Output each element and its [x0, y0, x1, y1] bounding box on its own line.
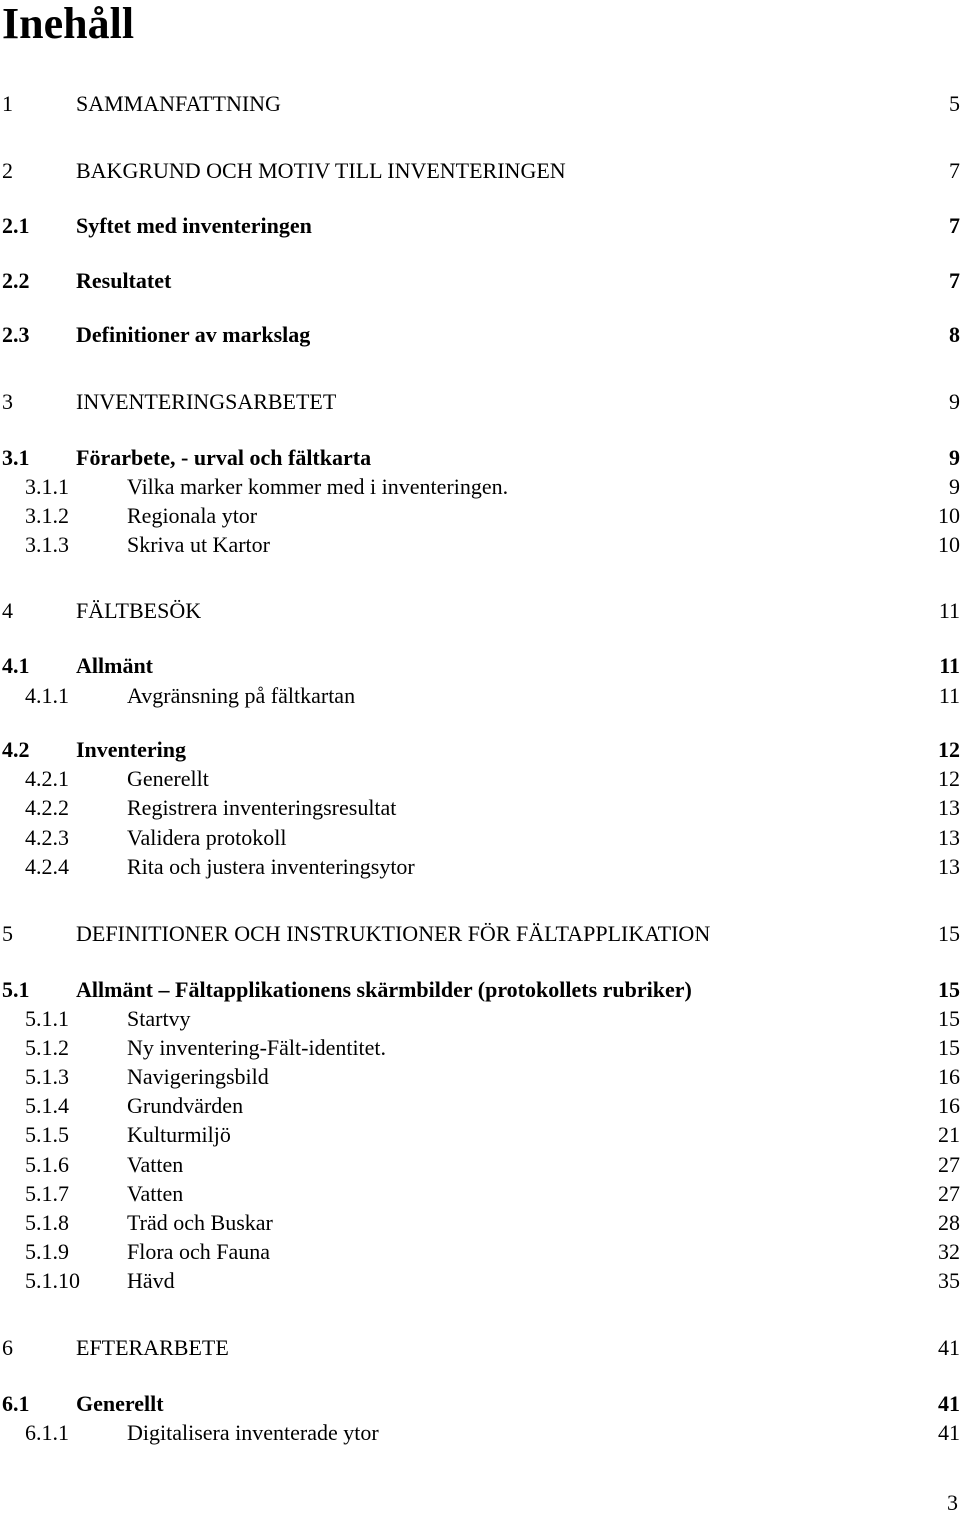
toc-entry-title: SAMMANFATTNING [76, 91, 281, 116]
toc-entry-number: 5.1 [2, 977, 30, 1002]
toc-entry[interactable] [0, 1179, 960, 1209]
toc-entry[interactable] [0, 156, 960, 186]
toc-entry[interactable] [0, 1150, 960, 1180]
toc-entry-title: Träd och Buskar [127, 1210, 273, 1235]
toc-entry-page: 13 [938, 825, 960, 850]
toc-entry[interactable] [0, 764, 960, 794]
toc-entry-title: Validera protokoll [127, 825, 287, 850]
toc-entry-number: 5.1.2 [25, 1035, 69, 1060]
toc-entry[interactable] [0, 681, 960, 711]
toc-entry-number: 6.1 [2, 1391, 30, 1416]
toc-entry-page: 35 [938, 1268, 960, 1293]
toc-entry-title: Rita och justera inventeringsytor [127, 854, 415, 879]
toc-entry-title: Syftet med inventeringen [76, 213, 312, 238]
toc-entry-title: INVENTERINGSARBETET [76, 389, 337, 414]
toc-entry-title: Flora och Fauna [127, 1239, 270, 1264]
toc-entry-page: 16 [938, 1064, 960, 1089]
toc-entry-page: 15 [938, 1035, 960, 1060]
toc-entry-number: 3.1 [2, 445, 30, 470]
toc-entry[interactable] [0, 919, 960, 949]
toc-entry-number: 3.1.3 [25, 532, 69, 557]
toc-entry-page: 9 [949, 389, 960, 414]
toc-entry-number: 4.2.4 [25, 854, 69, 879]
toc-entry-page: 12 [938, 737, 960, 762]
toc-entry[interactable] [0, 501, 960, 531]
toc-entry[interactable] [0, 1062, 960, 1092]
toc-entry-title: Registrera inventeringsresultat [127, 795, 397, 820]
toc-entry-page: 12 [938, 766, 960, 791]
toc-entry-page: 7 [949, 158, 960, 183]
toc-entry-title: Generellt [127, 766, 209, 791]
toc-entry[interactable] [0, 1091, 960, 1121]
toc-entry-page: 27 [938, 1181, 960, 1206]
toc-entry-number: 5.1.1 [25, 1006, 69, 1031]
toc-entry-page: 28 [938, 1210, 960, 1235]
toc-entry[interactable] [0, 472, 960, 502]
toc-entry-page: 11 [938, 598, 960, 623]
toc-entry-number: 5.1.7 [25, 1181, 69, 1206]
toc-entry-page: 7 [949, 268, 960, 293]
toc-entry[interactable] [0, 735, 960, 765]
toc-entry-number: 4 [2, 598, 13, 623]
toc-entry-page: 32 [938, 1239, 960, 1264]
toc-entry[interactable] [0, 793, 960, 823]
toc-entry-number: 2 [2, 158, 13, 183]
toc-entry[interactable] [0, 1389, 960, 1419]
toc-entry-number: 4.2 [2, 737, 30, 762]
toc-entry-title: BAKGRUND OCH MOTIV TILL INVENTERINGEN [76, 158, 566, 183]
toc-entry[interactable] [0, 387, 960, 417]
toc-entry[interactable] [0, 266, 960, 296]
toc-entry-number: 5.1.5 [25, 1122, 69, 1147]
toc-entry-number: 3 [2, 389, 13, 414]
toc-entry-title: FÄLTBESÖK [76, 598, 202, 623]
toc-entry-title: Startvy [127, 1006, 191, 1031]
toc-entry-title: EFTERARBETE [76, 1335, 229, 1360]
toc-entry-page: 13 [938, 854, 960, 879]
toc-entry-page: 21 [938, 1122, 960, 1147]
toc-entry-number: 6.1.1 [25, 1420, 69, 1445]
page-title: Inehåll [2, 0, 135, 48]
toc-entry-number: 5.1.10 [25, 1268, 80, 1293]
toc-entry[interactable] [0, 1266, 960, 1296]
toc-entry-page: 41 [938, 1335, 960, 1360]
toc-entry-number: 4.1 [2, 653, 30, 678]
toc-entry[interactable] [0, 320, 960, 350]
toc-entry-page: 9 [949, 474, 960, 499]
toc-entry[interactable] [0, 89, 960, 119]
toc-entry[interactable] [0, 1120, 960, 1150]
toc-entry-number: 5.1.9 [25, 1239, 69, 1264]
toc-entry-page: 9 [949, 445, 960, 470]
toc-entry[interactable] [0, 443, 960, 473]
toc-entry-title: Vatten [127, 1152, 184, 1177]
toc-entry[interactable] [0, 975, 960, 1005]
toc-entry-title: Förarbete, - urval och fältkarta [76, 445, 372, 470]
toc-entry-number: 2.2 [2, 268, 30, 293]
toc-entry-page: 15 [938, 977, 960, 1002]
toc-entry-page: 41 [938, 1391, 960, 1416]
toc-entry-number: 1 [2, 91, 13, 116]
toc-entry-title: Allmänt – Fältapplikationens skärmbilder (protokollets rubriker) [76, 977, 692, 1002]
toc-entry-page: 10 [938, 532, 960, 557]
toc-entry-number: 4.2.3 [25, 825, 69, 850]
toc-entry-page: 13 [938, 795, 960, 820]
toc-entry-page: 10 [938, 503, 960, 528]
toc-entry[interactable] [0, 1237, 960, 1267]
toc-entry-number: 4.2.2 [25, 795, 69, 820]
toc-entry-number: 2.3 [2, 322, 30, 347]
toc-entry-title: Avgränsning på fältkartan [127, 683, 356, 708]
toc-entry-title: Regionala ytor [127, 503, 258, 528]
toc-entry[interactable] [0, 823, 960, 853]
toc-entry-number: 3.1.1 [25, 474, 69, 499]
toc-entry[interactable] [0, 1033, 960, 1063]
toc-entry[interactable] [0, 596, 960, 626]
toc-entry[interactable] [0, 1333, 960, 1363]
toc-entry[interactable] [0, 651, 960, 681]
toc-entry-title: Vatten [127, 1181, 184, 1206]
toc-entry-page: 16 [938, 1093, 960, 1118]
toc-entry-title: Digitalisera inventerade ytor [127, 1420, 379, 1445]
toc-entry[interactable] [0, 1208, 960, 1238]
toc-entry-title: Resultatet [76, 268, 172, 293]
toc-entry-page: 11 [938, 683, 960, 708]
toc-entry-title: Hävd [127, 1268, 175, 1293]
toc-entry-number: 3.1.2 [25, 503, 69, 528]
toc-entry-number: 2.1 [2, 213, 30, 238]
toc-entry-number: 4.1.1 [25, 683, 69, 708]
toc-entry-title: Allmänt [76, 653, 153, 678]
toc-entry-page: 41 [938, 1420, 960, 1445]
toc-entry-title: Ny inventering-Fält-identitet. [127, 1035, 387, 1060]
toc-entry[interactable] [0, 530, 960, 560]
toc-entry-title: Kulturmiljö [127, 1122, 231, 1147]
toc-entry-number: 6 [2, 1335, 13, 1360]
toc-entry[interactable] [0, 1004, 960, 1034]
toc-entry-title: Skriva ut Kartor [127, 532, 270, 557]
toc-entry-page: 11 [939, 653, 960, 678]
toc-entry-number: 5 [2, 921, 13, 946]
toc-entry-page: 8 [949, 322, 960, 347]
toc-entry[interactable] [0, 211, 960, 241]
toc-entry-number: 5.1.4 [25, 1093, 69, 1118]
toc-entry-title: Navigeringsbild [127, 1064, 269, 1089]
toc-entry-page: 5 [949, 91, 960, 116]
toc-entry-page: 7 [949, 213, 960, 238]
toc-entry[interactable] [0, 1418, 960, 1448]
page-number: 3 [947, 1490, 958, 1515]
toc-entry-title: Definitioner av markslag [76, 322, 311, 347]
toc-entry-page: 27 [938, 1152, 960, 1177]
toc-entry-number: 4.2.1 [25, 766, 69, 791]
toc-entry-title: Generellt [76, 1391, 164, 1416]
toc-entry-title: Inventering [76, 737, 186, 762]
toc-entry-title: DEFINITIONER OCH INSTRUKTIONER FÖR FÄLTAPPLIKATION [76, 921, 711, 946]
toc-entry[interactable] [0, 852, 960, 882]
toc-entry-page: 15 [938, 921, 960, 946]
toc-entry-title: Vilka marker kommer med i inventeringen. [127, 474, 509, 499]
toc-entry-page: 15 [938, 1006, 960, 1031]
toc-entry-title: Grundvärden [127, 1093, 244, 1118]
toc-entry-number: 5.1.6 [25, 1152, 69, 1177]
toc-entry-number: 5.1.3 [25, 1064, 69, 1089]
toc-entry-number: 5.1.8 [25, 1210, 69, 1235]
